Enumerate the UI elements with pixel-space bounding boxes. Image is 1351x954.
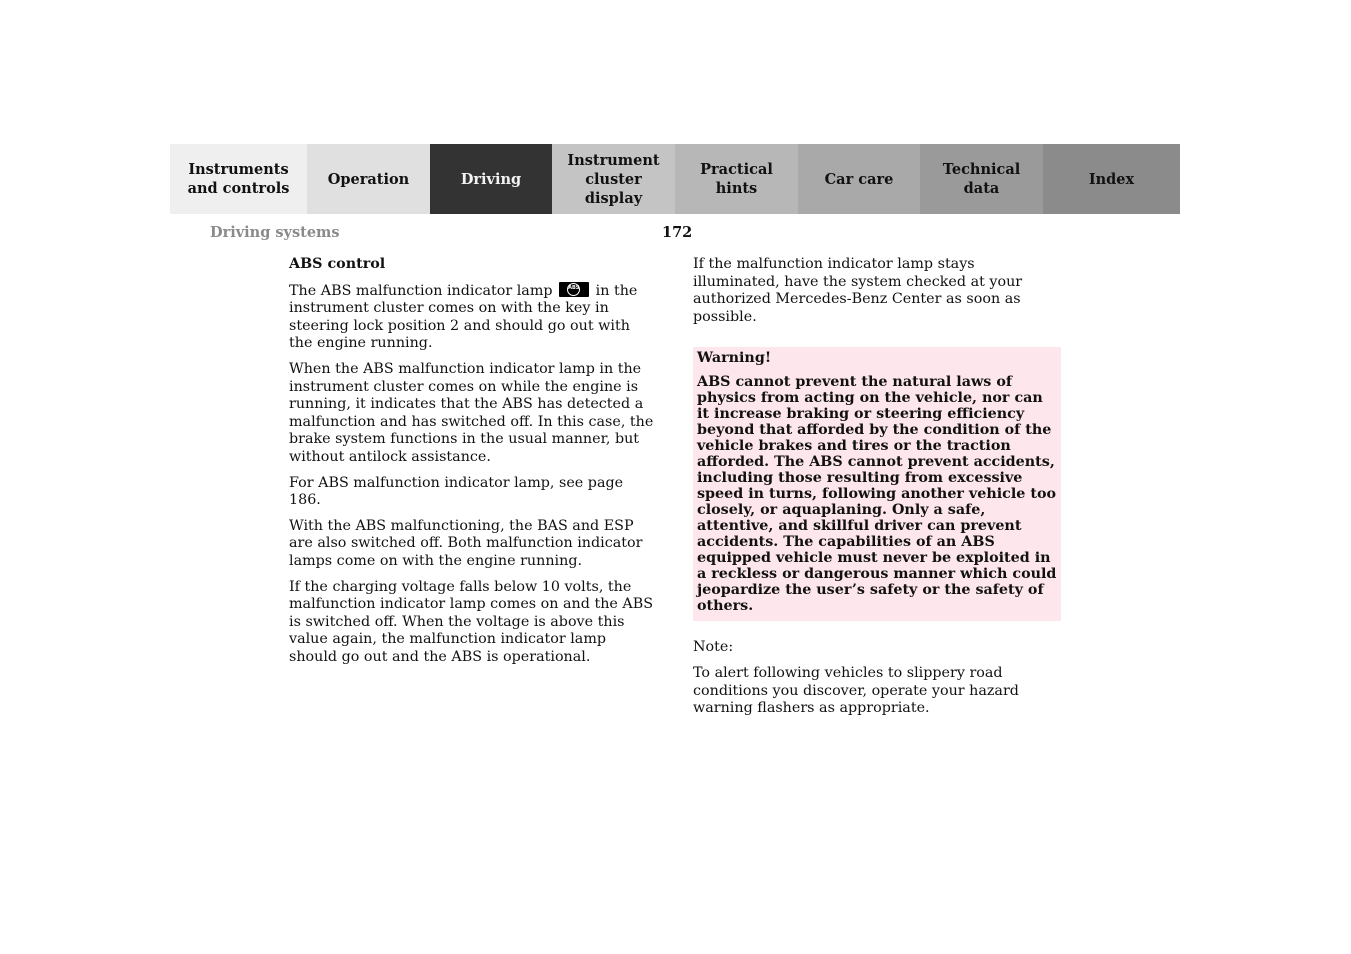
tab-label-line2: cluster display: [584, 170, 643, 207]
tab-technical-data[interactable]: [920, 144, 1043, 214]
paragraph-text: The ABS malfunction indicator lamp: [289, 282, 553, 299]
paragraph-text: in the instrument cluster comes on with the key in steering lock position 2 and should go out with the engine running.: [289, 282, 638, 352]
tab-label-line1: Car care: [824, 170, 894, 188]
tab-instrument-cluster-display[interactable]: [552, 144, 675, 214]
tab-label-line1: Technical: [942, 161, 1021, 178]
warning-box: [693, 347, 1061, 621]
tab-index[interactable]: [1043, 144, 1180, 214]
note-text: To alert following vehicles to slippery road conditions you discover, operate your hazard warning flashers as appropriate.: [693, 664, 1019, 717]
tab-label-line1: Operation: [327, 170, 410, 188]
paragraph-abs-lamp: [289, 282, 657, 353]
tab-label-line2: data: [963, 180, 1000, 197]
tab-label-line1: Instruments: [188, 161, 289, 178]
paragraph-bas-esp: With the ABS malfunctioning, the BAS and ESP are also switched off. Both malfunction indicator lamps come on with the engine running.: [289, 517, 643, 569]
tab-label-line2: and controls: [187, 180, 290, 197]
paragraph-charging-voltage: If the charging voltage falls below 10 volts, the malfunction indicator lamp comes on and the ABS is switched off. When the voltage is above this value again, the malfunction indicator lamp should go out and the ABS is operational.: [289, 578, 654, 665]
abs-indicator-lamp-icon: [559, 282, 589, 297]
tab-label-line1: Instrument: [567, 151, 660, 169]
paragraph-lamp-stays-on: If the malfunction indicator lamp stays illuminated, have the system checked at your authorized Mercedes-Benz Center as soon as possible.: [693, 256, 1023, 325]
tab-driving[interactable]: [430, 144, 552, 214]
tab-operation[interactable]: [307, 144, 430, 214]
left-column: [289, 256, 657, 674]
chapter-tab-bar: [170, 144, 1180, 214]
warning-title: Warning!: [697, 350, 772, 367]
tab-practical-hints[interactable]: [675, 144, 798, 214]
tab-label-line1: Practical hints: [700, 161, 773, 197]
page-number: 172: [662, 224, 693, 241]
paragraph-abs-malfunction: When the ABS malfunction indicator lamp in the instrument cluster comes on while the engine is running, it indicates that the ABS has detected a malfunction and has switched off. In this case, the brake system functions in the usual manner, but without antilock assistance.: [289, 360, 654, 465]
paragraph-see-page: For ABS malfunction indicator lamp, see page 186.: [289, 474, 624, 509]
tab-car-care[interactable]: [798, 144, 920, 214]
tab-label-line1: Driving: [460, 170, 522, 188]
note-label: Note:: [693, 639, 734, 656]
right-column: [693, 256, 1061, 726]
abs-control-heading: ABS control: [289, 256, 386, 272]
warning-text: ABS cannot prevent the natural laws of physics from acting on the vehicle, nor can it increase braking or steering efficiency beyond that afforded by the condition of the vehicle brakes and tires or the traction afforded. The ABS cannot prevent accidents, including those resulting from excessive speed in turns, following another vehicle too closely, or aquaplaning. Only a safe, attentive, and skillful driver can prevent accidents. The capabilities of an ABS equipped vehicle must never be exploited in a reckless or dangerous manner which could jeopardize the user’s safety or the safety of others.: [697, 374, 1057, 615]
section-title: Driving systems: [210, 224, 340, 241]
tab-label-line1: Index: [1088, 170, 1135, 188]
tab-instruments-and-controls[interactable]: [170, 144, 307, 214]
